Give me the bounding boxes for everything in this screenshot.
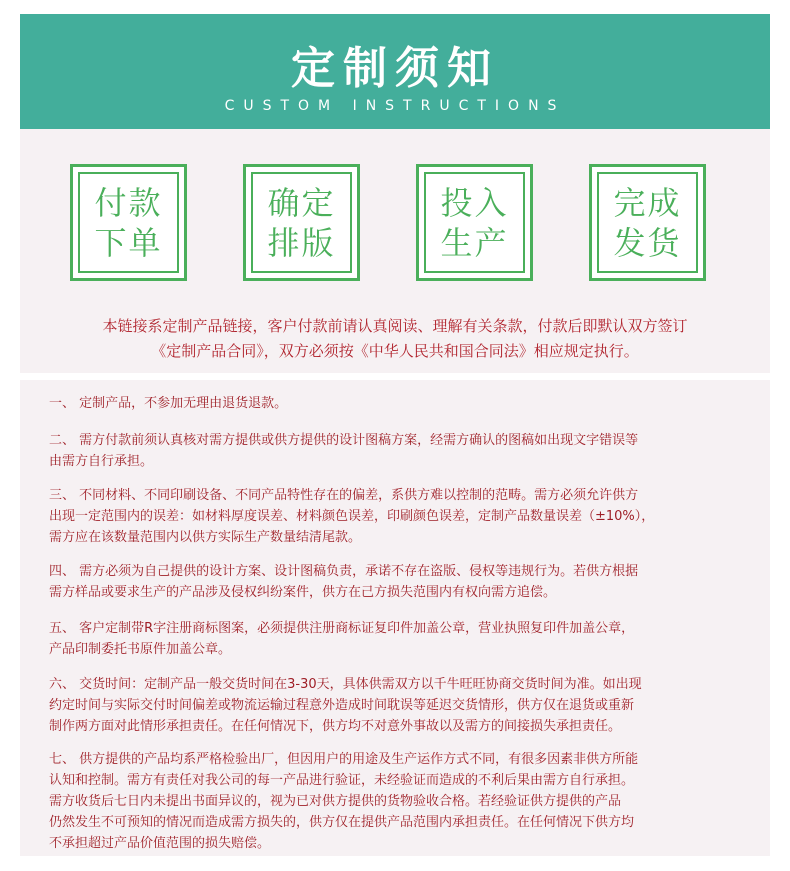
term-line: 认知和控制。需方有责任对我公司的每一产品进行验证，未经验证而造成的不利后果由需方自行承担。 — [49, 773, 635, 788]
step-production — [416, 164, 533, 281]
term-line: 产品印制委托书原件加盖公章。 — [49, 642, 232, 657]
step-pay-order — [70, 164, 187, 281]
step-confirm-layout — [243, 164, 360, 281]
intro-line: 本链接系定制产品链接，客户付款前请认真阅读、理解有关条款，付款后即默认双方签订 — [102, 317, 688, 335]
step-inner-frame — [424, 172, 525, 273]
term-item-7 — [49, 749, 749, 854]
term-line: 六、 交货时间：定制产品一般交货时间在3-30天，具体供需双方以千牛旺旺协商交货时间为准。如出现 — [49, 677, 642, 692]
step-label-line2: 发货 — [613, 223, 682, 262]
step-label-line1: 付款 — [94, 183, 163, 222]
term-line: 需方应在该数量范围内以供方实际生产数量结清尾款。 — [49, 530, 362, 545]
intro-line: 《定制产品合同》，双方必须按《中华人民共和国合同法》相应规定执行。 — [151, 342, 639, 360]
term-item-4 — [49, 561, 749, 603]
term-line: 四、 需方必须为自己提供的设计方案、设计图稿负责，承诺不存在盗版、侵权等违规行为。若供方根据 — [49, 564, 639, 579]
term-line: 需方收货后七日内未提出书面异议的，视为已对供方提供的货物验收合格。若经验证供方提供的产品 — [49, 794, 622, 809]
term-line: 仍然发生不可预知的情况而造成需方损失的，供方仅在提供产品范围内承担责任。在任何情况下供方均 — [49, 815, 635, 830]
term-line: 二、 需方付款前须认真核对需方提供或供方提供的设计图稿方案，经需方确认的图稿如出现文字错误等 — [49, 433, 639, 448]
step-label-line2: 下单 — [94, 223, 163, 262]
term-line: 出现一定范围内的误差：如材料厚度误差、材料颜色误差，印刷颜色误差，定制产品数量误差（±10%）， — [49, 509, 655, 524]
term-item-3 — [49, 485, 749, 548]
page-title: 定制须知 — [291, 43, 499, 94]
step-label-line1: 完成 — [613, 183, 682, 222]
term-item-5 — [49, 618, 749, 660]
step-inner-frame — [251, 172, 352, 273]
term-line: 由需方自行承担。 — [49, 454, 154, 469]
step-label-line2: 生产 — [440, 223, 509, 262]
term-item-6 — [49, 674, 749, 737]
step-label-line1: 投入 — [440, 183, 509, 222]
term-line: 不承担超过产品价值范围的损失赔偿。 — [49, 836, 271, 851]
step-label-line1: 确定 — [267, 183, 336, 222]
intro-notice — [30, 314, 760, 364]
header-banner — [20, 14, 770, 129]
term-line: 五、 客户定制带R字注册商标图案，必须提供注册商标证复印件加盖公章，营业执照复印件加盖公章， — [49, 621, 635, 636]
term-line: 七、 供方提供的产品均系严格检验出厂，但因用户的用途及生产运作方式不同，有很多因素非供方所能 — [49, 752, 639, 767]
term-line: 一、 定制产品，不参加无理由退货退款。 — [49, 396, 288, 411]
term-line: 三、 不同材料、不同印刷设备、不同产品特性存在的偏差，系供方难以控制的范畴。需方必须允许供方 — [49, 488, 639, 503]
step-inner-frame — [597, 172, 698, 273]
term-line: 需方样品或要求生产的产品涉及侵权纠纷案件，供方在己方损失范围内有权向需方追偿。 — [49, 585, 557, 600]
step-inner-frame — [78, 172, 179, 273]
term-item-2 — [49, 430, 749, 472]
term-line: 约定时间与实际交付时间偏差或物流运输过程意外造成时间耽误等延迟交货情形，供方仅在退货或重新 — [49, 698, 635, 713]
step-shipping — [589, 164, 706, 281]
step-label-line2: 排版 — [267, 223, 336, 262]
term-line: 制作两方面对此情形承担责任。在任何情况下，供方均不对意外事故以及需方的间接损失承担责任。 — [49, 719, 622, 734]
term-item-1 — [49, 393, 749, 414]
page-subtitle: CUSTOM INSTRUCTIONS — [224, 98, 566, 114]
